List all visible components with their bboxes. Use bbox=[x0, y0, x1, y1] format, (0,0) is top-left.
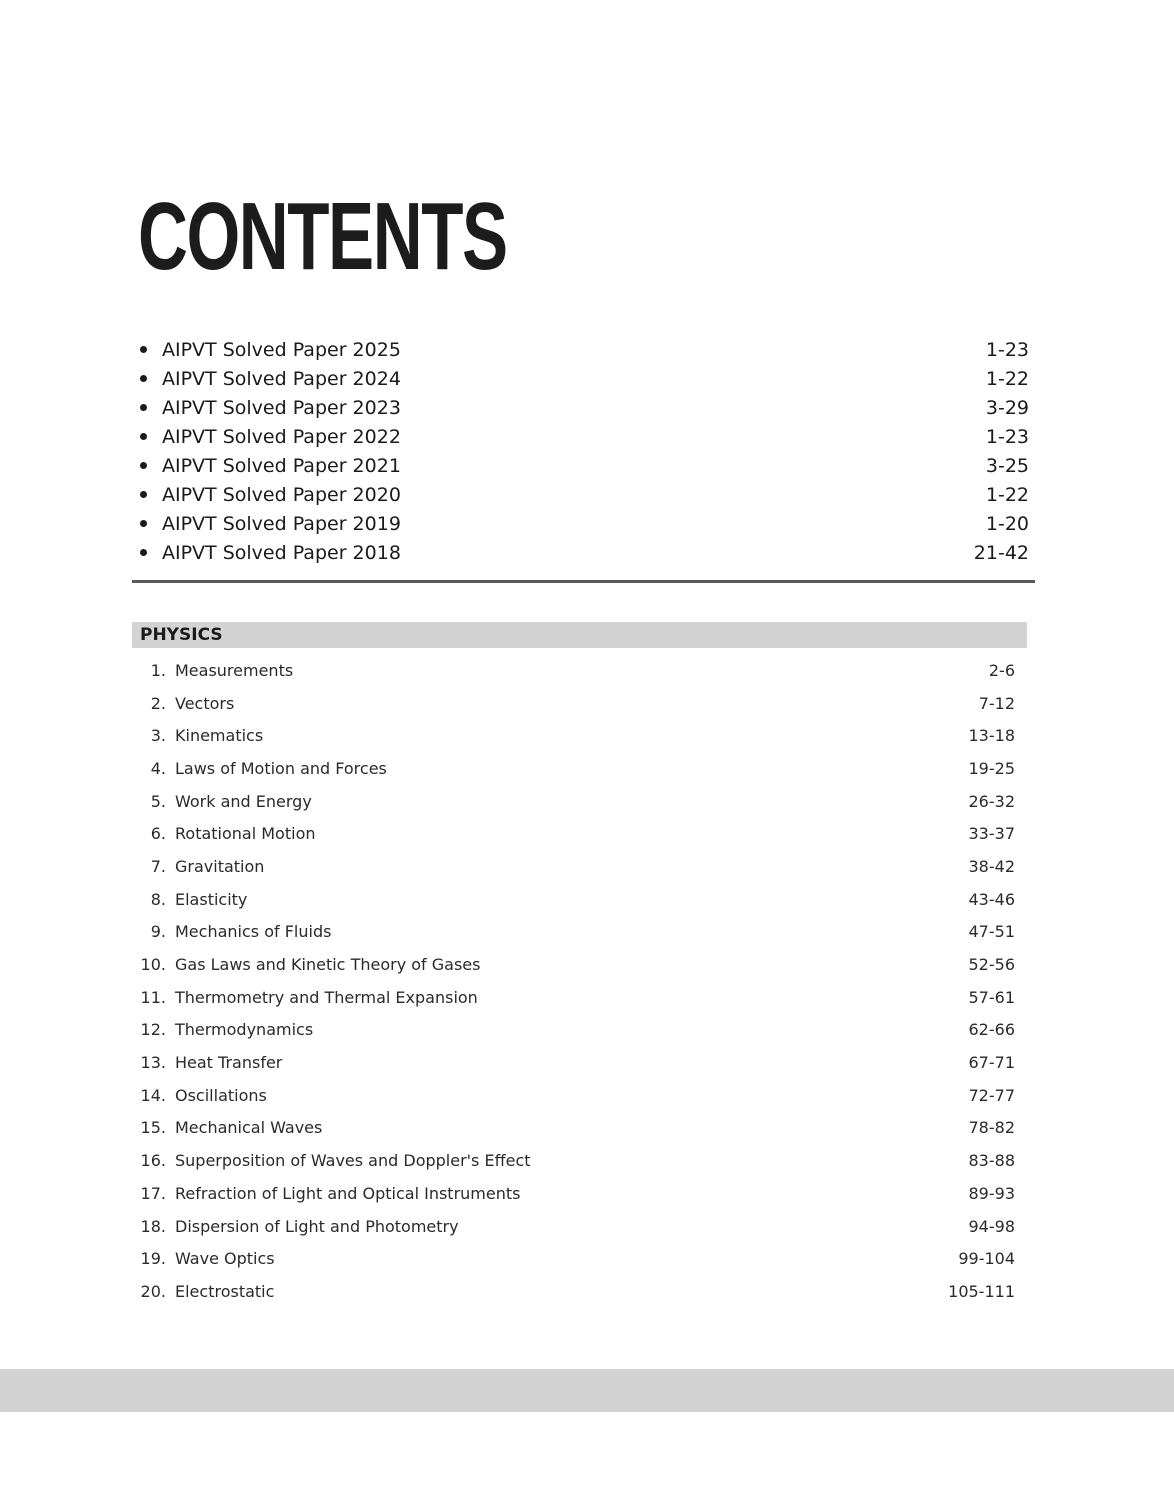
chapter-title: Wave Optics bbox=[175, 1249, 275, 1269]
chapter-number: 18. bbox=[140, 1216, 166, 1236]
paper-left bbox=[132, 542, 401, 564]
chapter-item bbox=[132, 916, 1015, 949]
chapter-title: Heat Transfer bbox=[175, 1053, 283, 1073]
chapter-item bbox=[132, 752, 1015, 785]
chapter-pages: 57-61 bbox=[968, 987, 1015, 1007]
chapter-number: 8. bbox=[150, 889, 166, 909]
bullet-icon bbox=[140, 520, 147, 527]
chapter-item bbox=[132, 1046, 1015, 1079]
chapter-title: Work and Energy bbox=[175, 791, 312, 811]
chapter-left bbox=[132, 792, 312, 811]
chapter-left bbox=[132, 922, 331, 941]
chapter-left bbox=[132, 1086, 267, 1105]
chapter-left bbox=[132, 1249, 275, 1268]
chapter-left bbox=[132, 955, 480, 974]
chapter-item bbox=[132, 687, 1015, 720]
chapter-item bbox=[132, 1079, 1015, 1112]
chapter-title: Gravitation bbox=[175, 856, 265, 876]
chapter-number: 6. bbox=[150, 824, 166, 844]
paper-title: AIPVT Solved Paper 2023 bbox=[162, 396, 401, 419]
chapter-title: Kinematics bbox=[175, 726, 264, 746]
chapter-title: Oscillations bbox=[175, 1085, 267, 1105]
footer-band bbox=[0, 1369, 1174, 1412]
paper-pages: 21-42 bbox=[973, 541, 1029, 564]
chapter-left bbox=[132, 1118, 322, 1137]
chapter-pages: 26-32 bbox=[968, 791, 1015, 811]
section-title: PHYSICS bbox=[140, 625, 223, 645]
paper-left bbox=[132, 455, 401, 477]
chapter-left bbox=[132, 824, 316, 843]
bullet-icon bbox=[140, 549, 147, 556]
chapter-left bbox=[132, 988, 478, 1007]
section-header bbox=[132, 622, 1027, 648]
solved-paper-item bbox=[132, 480, 1035, 509]
paper-pages: 1-23 bbox=[985, 338, 1029, 361]
solved-papers-list bbox=[132, 335, 1035, 567]
solved-paper-item bbox=[132, 451, 1035, 480]
chapter-left bbox=[132, 1217, 459, 1236]
chapter-number: 16. bbox=[140, 1151, 166, 1171]
chapter-left bbox=[132, 1053, 282, 1072]
chapter-number: 5. bbox=[150, 791, 166, 811]
chapter-number: 9. bbox=[150, 922, 166, 942]
chapter-list bbox=[132, 654, 1015, 1308]
chapter-title: Refraction of Light and Optical Instruments bbox=[175, 1183, 521, 1203]
chapter-title: Rotational Motion bbox=[175, 824, 316, 844]
chapter-number: 4. bbox=[150, 758, 166, 778]
paper-title: AIPVT Solved Paper 2025 bbox=[162, 338, 401, 361]
chapter-left bbox=[132, 890, 247, 909]
paper-pages: 1-20 bbox=[985, 512, 1029, 535]
chapter-pages: 105-111 bbox=[948, 1281, 1015, 1301]
chapter-item bbox=[132, 654, 1015, 687]
chapter-number: 1. bbox=[150, 660, 166, 680]
chapter-pages: 7-12 bbox=[978, 693, 1015, 713]
chapter-title: Superposition of Waves and Doppler's Effect bbox=[175, 1151, 531, 1171]
chapter-left bbox=[132, 1151, 531, 1170]
chapter-item bbox=[132, 1144, 1015, 1177]
chapter-number: 14. bbox=[140, 1085, 166, 1105]
chapter-item bbox=[132, 850, 1015, 883]
paper-title: AIPVT Solved Paper 2024 bbox=[162, 367, 401, 390]
chapter-item bbox=[132, 883, 1015, 916]
chapter-left bbox=[132, 1282, 274, 1301]
solved-paper-item bbox=[132, 422, 1035, 451]
paper-left bbox=[132, 513, 401, 535]
chapter-title: Elasticity bbox=[175, 889, 248, 909]
chapter-number: 2. bbox=[150, 693, 166, 713]
solved-paper-item bbox=[132, 364, 1035, 393]
chapter-pages: 33-37 bbox=[968, 824, 1015, 844]
chapter-number: 13. bbox=[140, 1053, 166, 1073]
chapter-number: 20. bbox=[140, 1281, 166, 1301]
chapter-item bbox=[132, 1014, 1015, 1047]
paper-pages: 3-25 bbox=[985, 454, 1029, 477]
chapter-item bbox=[132, 1242, 1015, 1275]
chapter-pages: 94-98 bbox=[968, 1216, 1015, 1236]
chapter-left bbox=[132, 661, 293, 680]
paper-left bbox=[132, 397, 401, 419]
paper-pages: 1-22 bbox=[985, 483, 1029, 506]
paper-title: AIPVT Solved Paper 2020 bbox=[162, 483, 401, 506]
paper-pages: 1-23 bbox=[985, 425, 1029, 448]
chapter-item bbox=[132, 817, 1015, 850]
paper-left bbox=[132, 368, 401, 390]
paper-left bbox=[132, 426, 401, 448]
paper-pages: 1-22 bbox=[985, 367, 1029, 390]
chapter-pages: 99-104 bbox=[958, 1249, 1015, 1269]
chapter-item bbox=[132, 785, 1015, 818]
chapter-number: 11. bbox=[140, 987, 166, 1007]
chapter-pages: 52-56 bbox=[968, 955, 1015, 975]
chapter-number: 15. bbox=[140, 1118, 166, 1138]
chapter-title: Dispersion of Light and Photometry bbox=[175, 1216, 459, 1236]
page-title: CONTENTS bbox=[138, 183, 507, 290]
chapter-item bbox=[132, 981, 1015, 1014]
paper-left bbox=[132, 339, 401, 361]
chapter-left bbox=[132, 1184, 520, 1203]
chapter-title: Measurements bbox=[175, 660, 294, 680]
chapter-number: 7. bbox=[150, 856, 166, 876]
chapter-pages: 43-46 bbox=[968, 889, 1015, 909]
chapter-pages: 13-18 bbox=[968, 726, 1015, 746]
chapter-left bbox=[132, 759, 387, 778]
bullet-icon bbox=[140, 375, 147, 382]
bullet-icon bbox=[140, 491, 147, 498]
bullet-icon bbox=[140, 462, 147, 469]
paper-title: AIPVT Solved Paper 2019 bbox=[162, 512, 401, 535]
chapter-title: Thermometry and Thermal Expansion bbox=[175, 987, 478, 1007]
chapter-number: 10. bbox=[140, 955, 166, 975]
chapter-title: Mechanical Waves bbox=[175, 1118, 323, 1138]
chapter-number: 19. bbox=[140, 1249, 166, 1269]
chapter-number: 17. bbox=[140, 1183, 166, 1203]
chapter-title: Gas Laws and Kinetic Theory of Gases bbox=[175, 955, 481, 975]
chapter-item bbox=[132, 1112, 1015, 1145]
paper-left bbox=[132, 484, 401, 506]
paper-title: AIPVT Solved Paper 2018 bbox=[162, 541, 401, 564]
chapter-left bbox=[132, 726, 263, 745]
chapter-pages: 19-25 bbox=[968, 758, 1015, 778]
paper-pages: 3-29 bbox=[985, 396, 1029, 419]
chapter-left bbox=[132, 857, 264, 876]
divider bbox=[132, 580, 1035, 583]
chapter-title: Thermodynamics bbox=[175, 1020, 314, 1040]
chapter-pages: 72-77 bbox=[968, 1085, 1015, 1105]
chapter-title: Laws of Motion and Forces bbox=[175, 758, 387, 778]
paper-title: AIPVT Solved Paper 2022 bbox=[162, 425, 401, 448]
chapter-item bbox=[132, 948, 1015, 981]
chapter-left bbox=[132, 694, 234, 713]
solved-paper-item bbox=[132, 393, 1035, 422]
chapter-pages: 62-66 bbox=[968, 1020, 1015, 1040]
bullet-icon bbox=[140, 404, 147, 411]
solved-paper-item bbox=[132, 335, 1035, 364]
chapter-left bbox=[132, 1020, 313, 1039]
chapter-item bbox=[132, 1210, 1015, 1243]
chapter-pages: 67-71 bbox=[968, 1053, 1015, 1073]
bullet-icon bbox=[140, 346, 147, 353]
chapter-pages: 38-42 bbox=[968, 856, 1015, 876]
chapter-item bbox=[132, 1275, 1015, 1308]
chapter-pages: 2-6 bbox=[988, 660, 1015, 680]
chapter-number: 12. bbox=[140, 1020, 166, 1040]
chapter-number: 3. bbox=[150, 726, 166, 746]
chapter-title: Electrostatic bbox=[175, 1281, 275, 1301]
chapter-title: Mechanics of Fluids bbox=[175, 922, 332, 942]
chapter-title: Vectors bbox=[175, 693, 235, 713]
solved-paper-item bbox=[132, 538, 1035, 567]
chapter-pages: 89-93 bbox=[968, 1183, 1015, 1203]
paper-title: AIPVT Solved Paper 2021 bbox=[162, 454, 401, 477]
chapter-pages: 47-51 bbox=[968, 922, 1015, 942]
bullet-icon bbox=[140, 433, 147, 440]
chapter-pages: 83-88 bbox=[968, 1151, 1015, 1171]
solved-paper-item bbox=[132, 509, 1035, 538]
chapter-item bbox=[132, 1177, 1015, 1210]
chapter-pages: 78-82 bbox=[968, 1118, 1015, 1138]
chapter-item bbox=[132, 719, 1015, 752]
